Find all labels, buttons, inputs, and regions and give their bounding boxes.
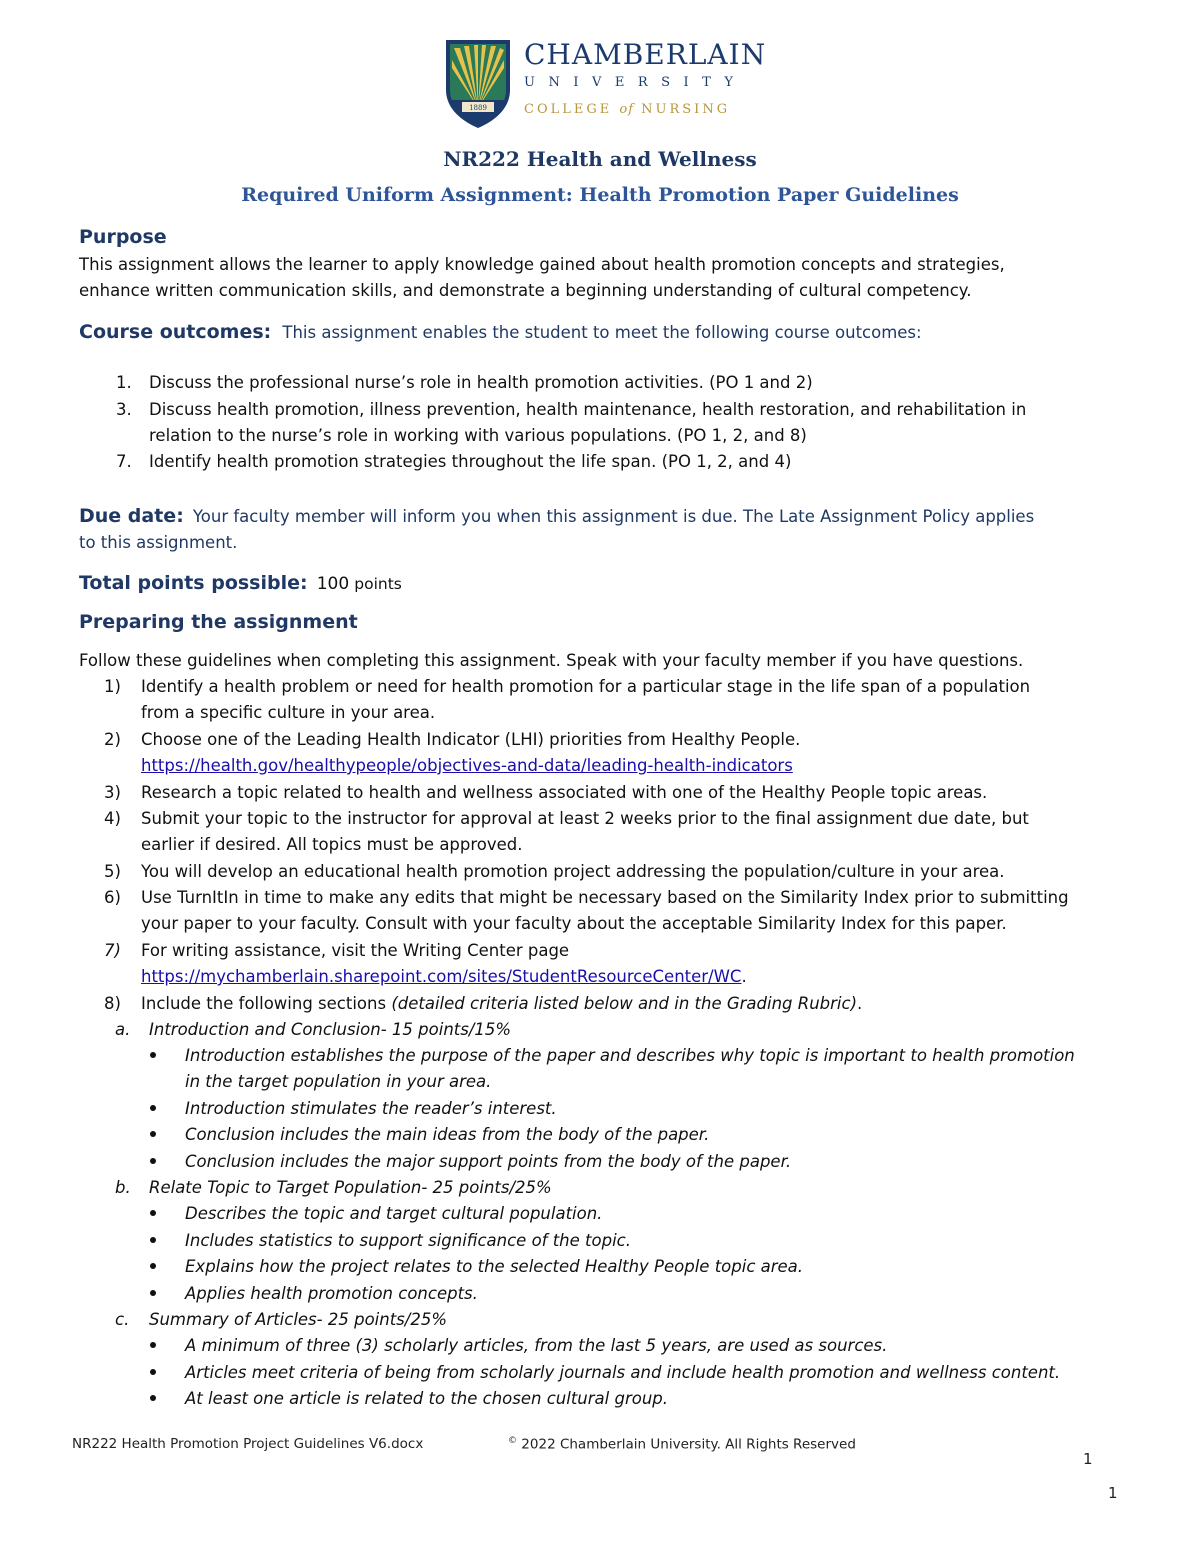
criteria-item: Introduction stimulates the reader’s interest. [185, 1099, 557, 1118]
bullet-icon [150, 1395, 156, 1401]
step-number: 4) [104, 809, 121, 828]
step-text: Identify a health problem or need for health promotion for a particular stage in the life span of a population [141, 677, 1031, 696]
step-number: 7) [104, 941, 121, 960]
due-date-heading: Due date: [79, 505, 184, 527]
outcome-item: Discuss the professional nurse’s role in health promotion activities. (PO 1 and 2) [149, 373, 813, 392]
outcome-number: 1. [116, 373, 132, 392]
page-number: 1 [1083, 1450, 1093, 1468]
step-number: 6) [104, 888, 121, 907]
svg-text:1889: 1889 [469, 104, 487, 112]
bullet-icon [150, 1105, 156, 1111]
document-page: 1889 CHAMBERLAIN UNIVERSITY COLLEGE of NURSING NR222 Health and Wellness Required Uniform Assignment: Health Promotion Paper Guidelines Purpose This assignment allows the learner to apply knowledge gained about health promotion concepts and strategies, enhance written communication skills, and demonstrate a beginning understanding of cultural competency. Course outcomes: This assignment enables the student to meet the following course outcomes: 1. Discuss the professional nurse’s role in health promotion activities. (PO 1 and 2) 3. Discuss health promotion, illness prevention, health maintenance, health restoration, and rehabilitation in relation to the nurse’s role in working with various populations. (PO 1, 2, and 8) 7. Identify health promotion strategies throughout the life span. (PO 1, 2, and 4) Due date: Your faculty member will inform you when this assignment is due. The Late Assignment Policy applies to this assignment. Total points possible: 100 points Preparing the assignment Follow these guidelines when completing this assignment. Speak with your faculty member if you have questions. 1) Identify a health problem or need for health promotion for a particular stage in the life span of a population from a specific culture in your area. 2) Choose one of the Leading Health Indicator (LHI) priorities from Healthy People. https://health.gov/healthypeople/objectives-and-data/leading-health-indicators 3) Research a topic related to health and wellness associated with one of the Healthy People topic areas. 4) Submit your topic to the instructor for approval at least 2 weeks prior to the final assignment due date, but earlier if desired. All topics must be approved. 5) You will develop an educational health promotion project addressing the population/culture in your area. 6) Use TurnItIn in time to make any edits that might be necessary based on the Similarity Index prior to submitting your paper to your faculty. Consult with your faculty about the acceptable Similarity Index for this paper. 7) For writing assistance, visit the Writing Center page https://mychamberlain.sharepoint.com/sites/StudentResourceCenter/WC. 8) Include the following sections (detailed criteria listed below and in the Grading Rubric). a. Introduction and Conclusion- 15 points/15% Introduction establishes the purpose of the paper and describes why topic is important to health promotion in the target population in your area. Introduction stimulates the reader’s interest. Conclusion includes the main ideas from the body of the paper. Conclusion includes the major support points from the body of the paper. b. Relate Topic to Target Population- 25 points/25% Describes the topic and target cultural population. Includes statistics to support significance of the topic. Explains how the project relates to the selected Healthy People topic area. Applies health promotion concepts. c. Summary of Articles- 25 points/25% A minimum of three (3) scholarly articles, from the last 5 years, are used as sources. Articles meet criteria of being from scholarly journals and include health promotion and wellness content. At least one article is related to the chosen cultural group. NR222 Health Promotion Project Guidelines V6.docx © 2022 Chamberlain University. All Rights Reserved 1 1 [0, 0, 1200, 1553]
step-text: Choose one of the Leading Health Indicator (LHI) priorities from Healthy People. [141, 730, 801, 749]
bullet-icon [150, 1263, 156, 1269]
step-text: You will develop an educational health promotion project addressing the population/culture in your area. [141, 862, 1005, 881]
writing-center-link[interactable]: https://mychamberlain.sharepoint.com/sites/StudentResourceCenter/WC [141, 967, 742, 986]
chamberlain-logo [442, 38, 767, 130]
preparing-heading: Preparing the assignment [79, 611, 358, 633]
criteria-item: Describes the topic and target cultural population. [185, 1204, 603, 1223]
bullet-icon [150, 1342, 156, 1348]
section-letter: b. [115, 1178, 131, 1197]
criteria-item: Explains how the project relates to the selected Healthy People topic area. [185, 1257, 804, 1276]
total-points-heading: Total points possible: [79, 572, 308, 594]
bullet-icon [150, 1290, 156, 1296]
step-text: Submit your topic to the instructor for approval at least 2 weeks prior to the final assignment due date, but [141, 809, 1029, 828]
step-text-cont: from a specific culture in your area. [141, 703, 436, 722]
outcomes-intro: This assignment enables the student to meet the following course outcomes: [282, 323, 922, 342]
criteria-item: Includes statistics to support significance of the topic. [185, 1231, 631, 1250]
outcome-number: 7. [116, 452, 132, 471]
logo-wordmark-line3: COLLEGE of NURSING [524, 102, 731, 117]
section-title: Summary of Articles- 25 points/25% [149, 1310, 448, 1329]
outcome-item: Identify health promotion strategies throughout the life span. (PO 1, 2, and 4) [149, 452, 792, 471]
footer-filename: NR222 Health Promotion Project Guidelines V6.docx [72, 1436, 424, 1452]
section-title: Introduction and Conclusion- 15 points/15% [149, 1020, 512, 1039]
step-number: 8) [104, 994, 121, 1013]
logo-wordmark-line1: CHAMBERLAIN [524, 38, 767, 71]
purpose-line-1: This assignment allows the learner to apply knowledge gained about health promotion concepts and strategies, [79, 255, 1005, 274]
criteria-item-cont: in the target population in your area. [185, 1072, 492, 1091]
section-letter: a. [115, 1020, 131, 1039]
document-subtitle: Required Uniform Assignment: Health Promotion Paper Guidelines [241, 184, 959, 206]
outcome-item: Discuss health promotion, illness prevention, health maintenance, health restoration, and rehabilitation in [149, 400, 1027, 419]
criteria-item: Articles meet criteria of being from scholarly journals and include health promotion and wellness content. [185, 1363, 1061, 1382]
shield-icon [442, 38, 514, 130]
footer-copyright: © 2022 Chamberlain University. All Rights Reserved [508, 1436, 856, 1453]
bullet-icon [150, 1158, 156, 1164]
criteria-item: At least one article is related to the chosen cultural group. [185, 1389, 669, 1408]
criteria-item: Conclusion includes the main ideas from the body of the paper. [185, 1125, 710, 1144]
outcomes-header [79, 318, 922, 347]
healthy-people-link[interactable]: https://health.gov/healthypeople/objectives-and-data/leading-health-indicators [141, 756, 793, 775]
step-number: 5) [104, 862, 121, 881]
step-text-cont: your paper to your faculty. Consult with your faculty about the acceptable Similarity Index for this paper. [141, 914, 1007, 933]
step-text: Research a topic related to health and wellness associated with one of the Healthy People topic areas. [141, 783, 988, 802]
step-text: For writing assistance, visit the Writing Center page [141, 941, 570, 960]
bullet-icon [150, 1237, 156, 1243]
total-points-unit: points [354, 575, 402, 593]
step-text: Use TurnItIn in time to make any edits that might be necessary based on the Similarity Index prior to submitting [141, 888, 1069, 907]
criteria-item: Conclusion includes the major support points from the body of the paper. [185, 1152, 792, 1171]
outcome-item-cont: relation to the nurse’s role in working with various populations. (PO 1, 2, and 8) [149, 426, 807, 445]
due-date-line-1: Due date: Your faculty member will inform you when this assignment is due. The Late Assignment Policy applies [79, 505, 1035, 527]
step-text: Include the following sections (detailed criteria listed below and in the Grading Rubric). [141, 994, 863, 1013]
purpose-heading: Purpose [79, 226, 167, 248]
criteria-item: A minimum of three (3) scholarly articles, from the last 5 years, are used as sources. [185, 1336, 888, 1355]
step-number: 1) [104, 677, 121, 696]
step-number: 2) [104, 730, 121, 749]
bullet-icon [150, 1052, 156, 1058]
total-points-value: 100 [316, 574, 350, 594]
outcomes-heading: Course outcomes: [79, 321, 272, 343]
section-title: Relate Topic to Target Population- 25 points/25% [149, 1178, 552, 1197]
total-points [79, 568, 402, 599]
step-number: 3) [104, 783, 121, 802]
section-letter: c. [115, 1310, 130, 1329]
criteria-item: Introduction establishes the purpose of the paper and describes why topic is important to health promotion [185, 1046, 1075, 1065]
step-text-cont: earlier if desired. All topics must be approved. [141, 835, 523, 854]
bullet-icon [150, 1210, 156, 1216]
outcome-number: 3. [116, 400, 132, 419]
bullet-icon [150, 1131, 156, 1137]
criteria-item: Applies health promotion concepts. [185, 1284, 478, 1303]
page-number-secondary: 1 [1108, 1484, 1118, 1502]
bullet-icon [150, 1369, 156, 1375]
logo-wordmark-line2: UNIVERSITY [524, 75, 747, 90]
due-date-line-2: to this assignment. [79, 533, 238, 552]
purpose-line-2: enhance written communication skills, and demonstrate a beginning understanding of cultural competency. [79, 281, 972, 300]
document-title: NR222 Health and Wellness [443, 147, 757, 171]
preparing-intro: Follow these guidelines when completing this assignment. Speak with your faculty member if you have questions. [79, 651, 1024, 670]
